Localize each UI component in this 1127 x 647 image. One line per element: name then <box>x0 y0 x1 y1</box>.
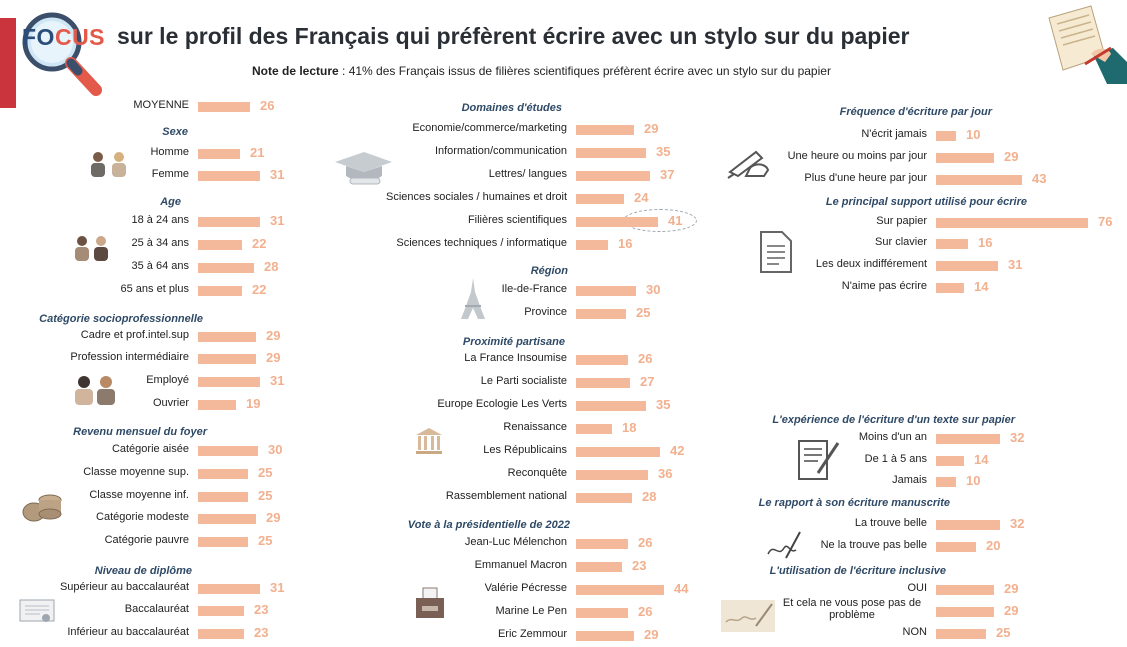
bar-row-province <box>524 305 651 321</box>
bar-label: Reconquête <box>507 467 567 479</box>
bar-label: Les deux indifférement <box>815 258 927 270</box>
bar-row-valerie-pecresse <box>484 581 689 597</box>
bar-label: Catégorie aisée <box>111 443 189 455</box>
bar-label: 18 à 24 ans <box>131 214 189 226</box>
bar <box>576 217 658 227</box>
bar <box>936 542 976 552</box>
bar-label: Sciences techniques / informatique <box>396 237 567 249</box>
bar-row-une-heure-ou-moins-par-jour <box>787 149 1019 165</box>
bar-row-plus-d-une-heure-par-jour <box>804 171 1047 187</box>
bar <box>576 562 622 572</box>
bar-label: Classe moyenne inf. <box>89 489 189 501</box>
bar <box>198 469 248 479</box>
bar-value: 23 <box>632 558 647 573</box>
bar <box>576 539 628 549</box>
bar-row-emmanuel-macron <box>474 558 647 574</box>
bar-label: Information/communication <box>434 145 567 157</box>
signature-pen-icon <box>766 528 802 562</box>
bar-label: Plus d'une heure par jour <box>804 172 927 184</box>
bar-label: Catégorie modeste <box>96 511 189 523</box>
inclusive-writing-icon <box>720 598 776 634</box>
bar-label: MOYENNE <box>133 99 189 111</box>
bar-row-inferieur-au-baccalaureat <box>67 625 269 641</box>
bar <box>576 447 660 457</box>
bar-row-ile-de-france <box>501 282 661 298</box>
bar-value: 19 <box>246 396 261 411</box>
bar <box>576 171 650 181</box>
bar <box>576 286 636 296</box>
bar-row-rassemblement-national <box>445 489 657 505</box>
section-title-revenu-mensuel-du-foyer: Revenu mensuel du foyer <box>73 426 207 438</box>
bar-row-moins-d-un-an <box>858 430 1025 446</box>
bar-label: Et cela ne vous pose pas de problème <box>782 597 922 621</box>
bar-row-la-france-insoumise <box>464 351 653 367</box>
bar-value: 32 <box>1010 516 1025 531</box>
bar-row-sciences-sociales-humaines-et-droit <box>386 190 649 206</box>
diploma-icon <box>18 597 56 627</box>
reading-note-text: : 41% des Français issus de filières scientifiques préfèrent écrire avec un stylo sur du papier <box>338 64 831 78</box>
bar <box>576 125 634 135</box>
bar-label: Jamais <box>892 474 927 486</box>
bar-row-categorie-aisee <box>111 442 283 458</box>
bar-row-homme <box>150 145 265 161</box>
bar <box>576 355 628 365</box>
bar-value: 31 <box>270 167 285 182</box>
bar-row-cadre-et-prof-intel-sup <box>80 328 281 344</box>
bar-label: Classe moyenne sup. <box>83 466 189 478</box>
bar-value: 16 <box>618 236 633 251</box>
bar-row-les-deux-indifferement <box>815 257 1023 273</box>
bar-value: 26 <box>260 98 275 113</box>
bar-row-reconquete <box>507 466 673 482</box>
section-title-frequence-d-ecriture-par-jour: Fréquence d'écriture par jour <box>839 106 992 118</box>
bar-label: OUI <box>907 582 927 594</box>
people-icon <box>86 150 132 178</box>
bar-value: 31 <box>270 580 285 595</box>
bar-label: Sur clavier <box>875 236 927 248</box>
bar-label: Ouvrier <box>152 397 189 409</box>
bar-row-jean-luc-melenchon <box>464 535 653 551</box>
bar-value: 76 <box>1098 214 1113 229</box>
bar-row-employe <box>146 373 285 389</box>
bar-label: N'écrit jamais <box>861 128 927 140</box>
bar-row-information-communication <box>434 144 671 160</box>
bar <box>198 377 260 387</box>
bar-value: 14 <box>974 279 989 294</box>
bar <box>198 217 260 227</box>
bar-value: 25 <box>258 465 273 480</box>
bar <box>936 585 994 595</box>
bar-label: Sur papier <box>876 215 927 227</box>
bar-value: 26 <box>638 351 653 366</box>
bar-value: 22 <box>252 282 267 297</box>
bar-label: 35 à 64 ans <box>131 260 189 272</box>
bar-label: Femme <box>151 168 189 180</box>
bar-row-classe-moyenne-inf <box>89 488 273 504</box>
section-title-l-utilisation-de-l-ecriture-inclusive: L'utilisation de l'écriture inclusive <box>769 565 946 577</box>
bar-row-categorie-pauvre <box>104 533 273 549</box>
bar <box>936 261 998 271</box>
bar-value: 29 <box>266 510 281 525</box>
bar-row-65-ans-et-plus <box>120 282 267 298</box>
bar-label: Moins d'un an <box>858 431 927 443</box>
section-title-le-principal-support-utilise-pour-ecrire: Le principal support utilisé pour écrire <box>825 196 1027 208</box>
focus-logo-cus: CUS <box>54 24 106 50</box>
bar-row-ne-la-trouve-pas-belle <box>820 538 1001 554</box>
bar-label: Province <box>524 306 567 318</box>
bar <box>936 239 968 249</box>
section-title-domaines-d-etudes: Domaines d'études <box>461 102 562 114</box>
ballot-box-icon <box>414 586 446 620</box>
bar <box>576 194 624 204</box>
bar-row-europe-ecologie-les-verts <box>437 397 671 413</box>
bar-value: 31 <box>1008 257 1023 272</box>
bar-label: Employé <box>146 374 189 386</box>
bar-value: 37 <box>660 167 675 182</box>
bar-row-le-parti-socialiste <box>480 374 655 390</box>
workers-icon <box>72 373 120 405</box>
bar-label: Rassemblement national <box>445 490 567 502</box>
reading-note-label: Note de lecture <box>252 64 339 78</box>
bar-row-18-a-24-ans <box>131 213 285 229</box>
bar-label: NON <box>902 626 927 638</box>
bar-value: 28 <box>642 489 657 504</box>
bar-label: Inférieur au baccalauréat <box>67 626 189 638</box>
bar-label: Supérieur au baccalauréat <box>59 581 189 593</box>
bar-row-filieres-scientifiques <box>467 213 683 229</box>
bar-value: 25 <box>996 625 1011 640</box>
bar-value: 21 <box>250 145 265 160</box>
bar-label: Catégorie pauvre <box>104 534 189 546</box>
bar <box>198 102 250 112</box>
bar-label: Lettres/ langues <box>488 168 567 180</box>
page-title: sur le profil des Français qui préfèrent écrire avec un stylo sur du papier <box>117 23 910 49</box>
bar-value: 16 <box>978 235 993 250</box>
bar-value: 35 <box>656 397 671 412</box>
coins-icon <box>20 490 64 524</box>
bar-label: Economie/commerce/marketing <box>412 122 567 134</box>
bar-label: Cadre et prof.intel.sup <box>80 329 189 341</box>
bar <box>936 175 1022 185</box>
bar-value: 31 <box>270 373 285 388</box>
bar-value: 32 <box>1010 430 1025 445</box>
bar <box>198 400 236 410</box>
bar <box>198 492 248 502</box>
section-title-sexe: Sexe <box>162 126 188 138</box>
bar-label: Homme <box>150 146 189 158</box>
bar-value: 23 <box>254 602 269 617</box>
bar-value: 29 <box>644 121 659 136</box>
section-title-region: Région <box>530 265 568 277</box>
bar-label: Filières scientifiques <box>467 214 567 226</box>
bar-row-categorie-modeste <box>96 510 281 526</box>
bar-row-et-cela-ne-vous-pose-pas-de-probleme <box>782 597 1019 621</box>
bar <box>576 240 608 250</box>
bar <box>936 434 1000 444</box>
bar-value: 29 <box>1004 581 1019 596</box>
bar-row-non <box>902 625 1011 641</box>
bar-label: N'aime pas écrire <box>841 280 927 292</box>
bar-row-moyenne <box>133 98 275 114</box>
bar-label: 25 à 34 ans <box>131 237 189 249</box>
bar-row-25-a-34-ans <box>131 236 267 252</box>
section-title-proximite-partisane: Proximité partisane <box>462 336 565 348</box>
bar <box>936 218 1088 228</box>
bar-label: Sciences sociales / humaines et droit <box>386 191 567 203</box>
bar-value: 42 <box>670 443 685 458</box>
eiffel-tower-icon <box>458 276 488 320</box>
bar-value: 10 <box>966 127 981 142</box>
bar <box>936 283 964 293</box>
bar-row-de-1-a-5-ans <box>864 452 989 468</box>
bar-row-lettres-langues <box>488 167 675 183</box>
bar <box>198 240 242 250</box>
bar-value: 31 <box>270 213 285 228</box>
bar-row-oui <box>907 581 1019 597</box>
bar <box>576 608 628 618</box>
accent-bar <box>0 18 16 108</box>
bar-value: 44 <box>674 581 689 596</box>
bar-label: 65 ans et plus <box>120 283 189 295</box>
bar <box>198 149 240 159</box>
bar <box>198 263 254 273</box>
bar-value: 24 <box>634 190 649 205</box>
bar-label: La France Insoumise <box>464 352 567 364</box>
bar-row-sur-clavier <box>875 235 993 251</box>
hand-writing-icon <box>726 146 772 180</box>
bar-label: Ile-de-France <box>501 283 567 295</box>
document-icon <box>758 230 794 274</box>
bar-row-n-aime-pas-ecrire <box>841 279 989 295</box>
bar <box>936 131 956 141</box>
bar-label: Emmanuel Macron <box>474 559 567 571</box>
bar <box>936 607 994 617</box>
bar-row-la-trouve-belle <box>854 516 1025 532</box>
bar-value: 29 <box>266 328 281 343</box>
bar <box>576 309 626 319</box>
bar-row-marine-le-pen <box>495 604 653 620</box>
bar-label: Europe Ecologie Les Verts <box>437 398 567 410</box>
hand-writing-paper-icon <box>1045 4 1127 84</box>
bar-value: 36 <box>658 466 673 481</box>
section-title-categorie-socioprofessionnelle: Catégorie socioprofessionnelle <box>39 313 203 325</box>
bar-row-ouvrier <box>152 396 261 412</box>
section-title-niveau-de-diplome: Niveau de diplôme <box>94 565 192 577</box>
bar-value: 22 <box>252 236 267 251</box>
bar-value: 26 <box>638 535 653 550</box>
paper-pen-icon <box>796 435 842 483</box>
section-title-le-rapport-a-son-ecriture-manuscrite: Le rapport à son écriture manuscrite <box>758 497 950 509</box>
bar-value: 25 <box>636 305 651 320</box>
bar-value: 41 <box>668 213 683 228</box>
bar-value: 25 <box>258 488 273 503</box>
bar-value: 30 <box>646 282 661 297</box>
bar <box>936 456 964 466</box>
magnifier-icon <box>16 8 108 100</box>
bar-row-sciences-techniques-informatique <box>396 236 633 252</box>
bar-row-profession-intermediaire <box>70 350 281 366</box>
bar-value: 10 <box>966 473 981 488</box>
bar <box>936 629 986 639</box>
bar-label: Eric Zemmour <box>497 628 567 640</box>
bar-row-sur-papier <box>876 214 1113 230</box>
bar <box>576 424 612 434</box>
bar-label: Les Républicains <box>483 444 567 456</box>
bar-label: Ne la trouve pas belle <box>820 539 927 551</box>
bar <box>198 286 242 296</box>
bar-value: 29 <box>266 350 281 365</box>
focus-logo <box>22 24 105 51</box>
focus-logo-fo: FO <box>22 24 55 50</box>
bar-value: 30 <box>268 442 283 457</box>
bar <box>198 171 260 181</box>
bar-value: 35 <box>656 144 671 159</box>
bar-value: 29 <box>644 627 659 642</box>
bar-row-classe-moyenne-sup <box>83 465 273 481</box>
section-title-vote-a-la-presidentielle-de-2022: Vote à la présidentielle de 2022 <box>407 519 570 531</box>
bar-value: 25 <box>258 533 273 548</box>
bar <box>576 401 646 411</box>
bar-label: Profession intermédiaire <box>70 351 189 363</box>
bar-label: Jean-Luc Mélenchon <box>464 536 567 548</box>
institution-building-icon <box>414 426 444 456</box>
bar-label: Valérie Pécresse <box>484 582 567 594</box>
bar-row-n-ecrit-jamais <box>861 127 981 143</box>
bar-value: 14 <box>974 452 989 467</box>
bar <box>198 446 258 456</box>
bar-row-superieur-au-baccalaureat <box>59 580 285 596</box>
bar <box>198 514 256 524</box>
bar <box>198 354 256 364</box>
age-people-icon <box>72 233 112 263</box>
bar <box>198 629 244 639</box>
bar <box>576 631 634 641</box>
reading-note <box>252 64 831 78</box>
bar-value: 26 <box>638 604 653 619</box>
bar-value: 20 <box>986 538 1001 553</box>
bar-value: 23 <box>254 625 269 640</box>
bar <box>198 332 256 342</box>
graduation-cap-icon <box>332 148 394 188</box>
bar-row-renaissance <box>503 420 637 436</box>
bar <box>576 493 632 503</box>
bar-row-femme <box>151 167 285 183</box>
bar <box>198 584 260 594</box>
bar-label: De 1 à 5 ans <box>864 453 927 465</box>
bar-label: Une heure ou moins par jour <box>787 150 927 162</box>
bar-row-baccalaureat <box>124 602 269 618</box>
bar-label: Baccalauréat <box>124 603 189 615</box>
bar-value: 29 <box>1004 603 1019 618</box>
bar <box>198 606 244 616</box>
bar-row-economie-commerce-marketing <box>412 121 659 137</box>
bar-label: Renaissance <box>503 421 567 433</box>
bar-value: 43 <box>1032 171 1047 186</box>
bar <box>936 477 956 487</box>
bar-value: 18 <box>622 420 637 435</box>
bar <box>198 537 248 547</box>
bar <box>576 470 648 480</box>
bar <box>576 148 646 158</box>
bar-label: Marine Le Pen <box>495 605 567 617</box>
bar-label: La trouve belle <box>854 517 927 529</box>
bar-row-35-a-64-ans <box>131 259 279 275</box>
bar-row-eric-zemmour <box>497 627 659 643</box>
bar-value: 27 <box>640 374 655 389</box>
bar <box>576 585 664 595</box>
bar-value: 28 <box>264 259 279 274</box>
bar <box>576 378 630 388</box>
section-title-age: Age <box>160 196 181 208</box>
bar <box>936 153 994 163</box>
bar-value: 29 <box>1004 149 1019 164</box>
section-title-l-experience-de-l-ecriture-d-un-texte-sur-papier: L'expérience de l'écriture d'un texte sur papier <box>772 414 1015 426</box>
bar <box>936 520 1000 530</box>
bar-row-les-republicains <box>483 443 685 459</box>
bar-row-jamais <box>892 473 981 489</box>
bar-label: Le Parti socialiste <box>480 375 567 387</box>
